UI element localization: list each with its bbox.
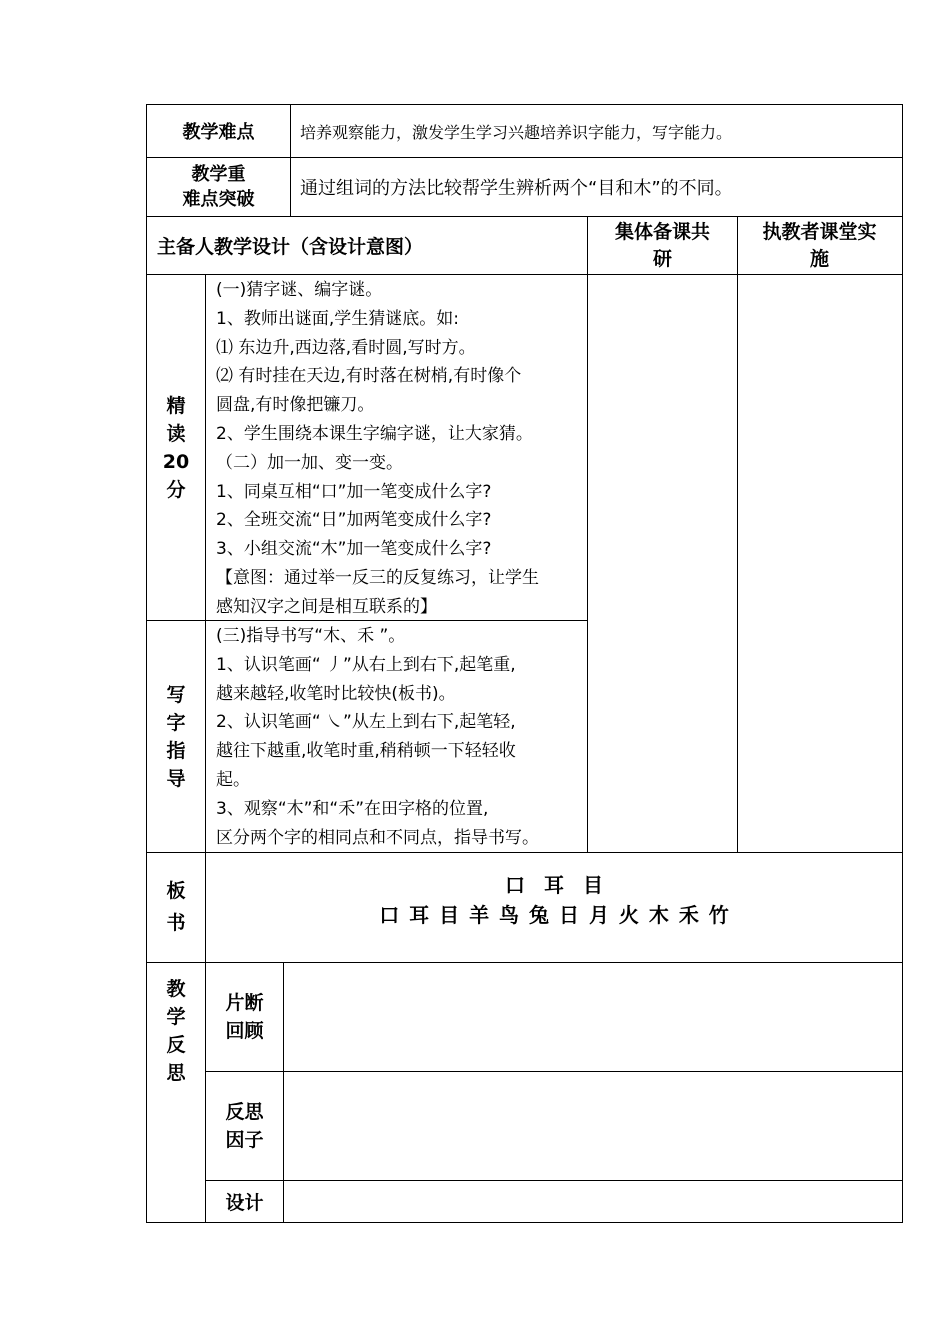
writing-line: 1、认识笔画“ 丿”从右上到右下,起笔重, [216, 654, 516, 675]
section-divider-reading [146, 620, 588, 621]
reflection-label-char-1: 教 [166, 978, 186, 1000]
writing-line: 区分两个字的相同点和不同点，指导书写。 [216, 827, 539, 848]
border-top [146, 104, 903, 105]
reflection-divider-2 [205, 1180, 903, 1181]
reading-label-char-1: 精 [166, 394, 186, 417]
reading-line: 1、教师出谜面,学生猜谜底。如: [216, 308, 459, 329]
reading-label-char-2: 读 [166, 422, 186, 445]
design-header [157, 217, 587, 274]
collective-header-line2: 研 [652, 247, 672, 270]
breakthrough-label-line1: 教学重 [191, 164, 246, 185]
col-divider-label [205, 274, 206, 1223]
reading-line: （二）加一加、变一变。 [216, 452, 403, 473]
collective-header-line1: 集体备课共 [614, 220, 710, 243]
reflection-label-char-3: 反 [166, 1034, 186, 1056]
reading-line: 【意图：通过举一反三的反复练习，让学生 [216, 567, 539, 588]
writing-label-char-3: 指 [166, 739, 186, 762]
difficulty-label-text: 教学难点 [182, 122, 255, 143]
board-label-char-2: 书 [166, 912, 186, 934]
reading-line: 3、小组交流“木”加一笔变成什么字? [216, 539, 492, 560]
difficulty-content [300, 105, 900, 157]
row-divider-3 [146, 274, 903, 275]
design-header-text: 主备人教学设计（含设计意图） [157, 236, 424, 258]
row-divider-1 [146, 157, 903, 158]
border-right [902, 104, 903, 1223]
col-divider-design [587, 216, 588, 853]
reading-label-char-3: 20 [162, 450, 190, 473]
writing-label [147, 622, 205, 851]
reading-line: ⑴ 东边升,西边落,看时圆,写时方。 [216, 337, 476, 358]
difficulty-label [147, 105, 290, 157]
writing-line: 越来越轻,收笔时比较快(板书)。 [216, 683, 456, 704]
breakthrough-label-line2: 难点突破 [182, 189, 255, 210]
reading-line: 2、全班交流“日”加两笔变成什么字? [216, 510, 492, 531]
reading-line: ⑵ 有时挂在天边,有时落在树梢,有时像个 [216, 366, 522, 387]
review-line1: 片断 [225, 991, 264, 1014]
col-divider-collective [737, 216, 738, 853]
reading-line: 感知汉字之间是相互联系的】 [216, 596, 437, 617]
reading-label-char-4: 分 [166, 478, 186, 501]
reflection-label-char-2: 学 [166, 1006, 186, 1028]
reflection-divider-1 [205, 1071, 903, 1072]
teacher-header-line1: 执教者课堂实 [762, 220, 877, 243]
row-divider-4 [146, 852, 903, 853]
teacher-header-line2: 施 [809, 247, 829, 270]
reflection-label [147, 975, 205, 1100]
row-divider-2 [146, 216, 903, 217]
reflection-item-review [206, 963, 283, 1070]
border-left [146, 104, 147, 1223]
reading-content [216, 276, 586, 620]
reading-line: 圆盘,有时像把镰刀。 [216, 395, 375, 416]
board-line-1: 口 耳 目 [505, 873, 603, 897]
reading-label [147, 275, 205, 620]
breakthrough-content [300, 158, 900, 216]
writing-label-char-1: 写 [166, 683, 186, 706]
writing-line: (三)指导书写“木、禾 ”。 [216, 626, 406, 646]
row-divider-5 [146, 962, 903, 963]
board-content [206, 870, 902, 940]
col-divider-top-rows [290, 104, 291, 217]
reading-line: 2、学生围绕本课生字编字谜，让大家猜。 [216, 423, 533, 444]
board-label-char-1: 板 [166, 880, 186, 902]
writing-line: 3、观察“木”和“禾”在田字格的位置, [216, 798, 489, 819]
breakthrough-content-text: 通过组词的方法比较帮学生辨析两个“目和木”的不同。 [300, 178, 733, 199]
writing-line: 2、认识笔画“ ㇏”从左上到右下,起笔轻, [216, 712, 516, 733]
factor-line2: 因子 [225, 1129, 264, 1151]
reflection-label-char-4: 思 [166, 1062, 186, 1084]
reading-line: 1、同桌互相“口”加一笔变成什么字? [216, 481, 492, 502]
board-label [147, 853, 205, 961]
border-bottom [146, 1222, 903, 1223]
col-divider-reflection [283, 962, 284, 1223]
design-text: 设计 [225, 1191, 264, 1214]
difficulty-content-text: 培养观察能力，激发学生学习兴趣培养识字能力，写字能力。 [300, 122, 733, 142]
reflection-item-design [206, 1181, 283, 1221]
board-line-2: 口 耳 目 羊 鸟 兔 日 月 火 木 禾 竹 [379, 903, 729, 927]
factor-line1: 反思 [225, 1101, 264, 1123]
writing-line: 越往下越重,收笔时重,稍稍顿一下轻轻收 [216, 741, 516, 762]
writing-label-char-4: 导 [166, 767, 186, 790]
writing-label-char-2: 字 [166, 711, 186, 734]
teacher-header [738, 217, 901, 274]
writing-content [216, 622, 586, 851]
review-line2: 回顾 [225, 1019, 264, 1042]
breakthrough-label [147, 158, 290, 216]
reflection-item-factor [206, 1072, 283, 1180]
reading-line: (一)猜字谜、编字谜。 [216, 280, 383, 300]
collective-header [588, 217, 737, 274]
writing-line: 起。 [216, 769, 250, 790]
